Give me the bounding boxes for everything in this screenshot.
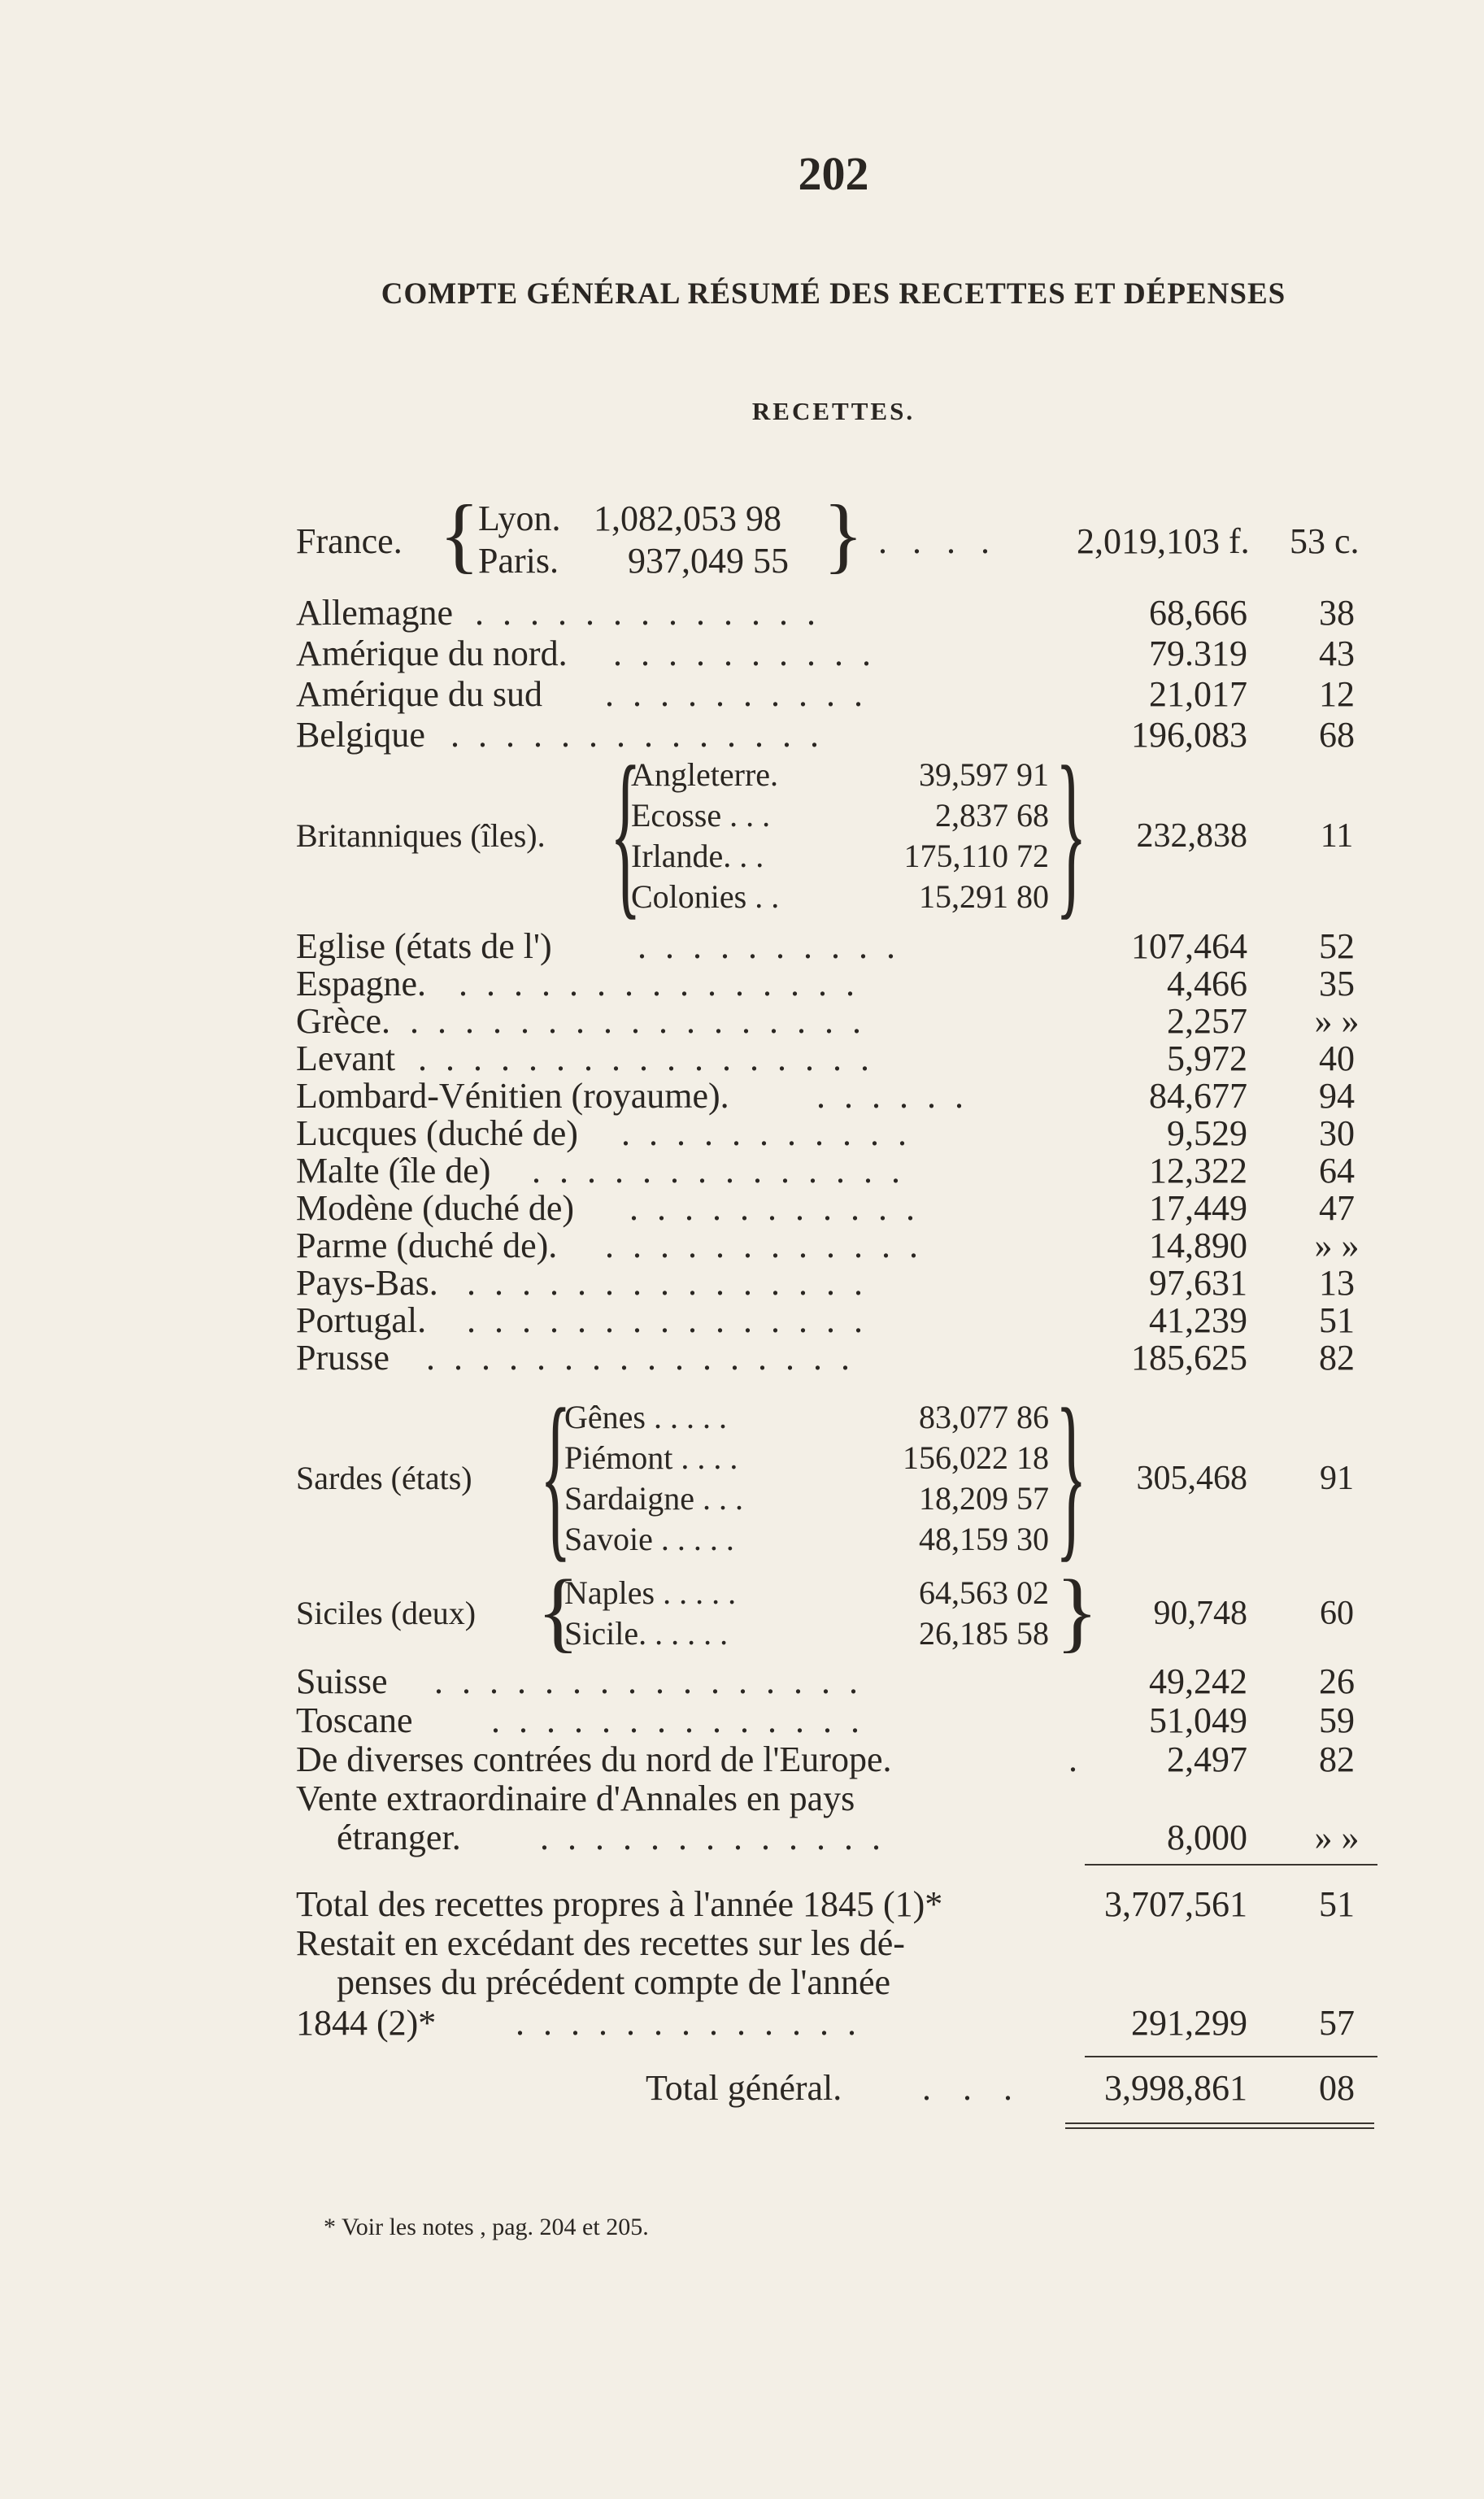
sub-amount: 2,837 68 [935,797,1049,834]
row-centimes: 51 [1319,1300,1355,1340]
row-label: 1844 (2)* [296,2003,437,2043]
row-label: Total général. [646,2068,842,2108]
leader-dots: . . . . . . . . . . . . . . . [459,964,860,1004]
group-label: Siciles (deux) [296,1595,477,1631]
row-centimes: 82 [1319,1739,1355,1779]
sub-amount: 18,209 57 [919,1480,1049,1517]
row-label: penses du précédent compte de l'année [337,1962,891,2002]
brace-left-icon: { [610,728,642,935]
double-rule [1065,2127,1374,2129]
row-label: Allemagne [296,593,454,633]
row-label: Lucques (duché de) [296,1113,578,1153]
row-parme [296,1226,1394,1265]
row-centimes: 40 [1319,1038,1355,1078]
page-title: COMPTE GÉNÉRAL RÉSUMÉ DES RECETTES ET DÉPENSES [381,277,1286,311]
sub-amount: 15,291 80 [919,878,1049,915]
leader-dots: . . . . . . . . . . . . . . [450,715,824,755]
leader-dots: . . . . . . . . . . . . . [540,1818,886,1857]
row-centimes: » » [1314,1818,1360,1857]
row-francs: 41,239 [1149,1300,1247,1340]
group-centimes: 60 [1320,1595,1354,1632]
row-diverses [296,1740,1394,1779]
france-amount-lyon: 1,082,053 98 [594,498,781,538]
leader-dots: . . . . . . . . . . [613,633,876,673]
row-francs: 97,631 [1149,1263,1247,1303]
france-city-paris: Paris. [478,541,559,581]
row-centimes: 68 [1319,715,1355,755]
row-label: Levant [296,1038,396,1078]
france-total-francs: 2,019,103 f. [1077,521,1250,561]
row-francs: 12,322 [1149,1151,1247,1191]
row-label: Modène (duché de) [296,1188,575,1228]
row-centimes: 12 [1319,674,1355,714]
row-label: Lombard-Vénitien (royaume). [296,1076,729,1116]
row-label: Vente extraordinaire d'Annales en pays [296,1778,855,1818]
row-francs: 185,625 [1131,1338,1247,1378]
leader-dots: . . . . . . . . . . . . . . . . . [418,1038,874,1078]
row-eglise [296,927,1394,966]
row-amerique-sud [296,675,1394,714]
row-espagne [296,964,1394,1004]
row-modene [296,1189,1394,1228]
leader-dots: . . . . . . . . . . [605,674,868,714]
row-label: Belgique [296,715,425,755]
leader-dots: . . . . . . . . . . . . . . . [467,1263,868,1303]
row-lucques [296,1114,1394,1153]
sub-amount: 83,077 86 [919,1399,1049,1435]
leader-dots: . . . . . . . . . . . . . . . [467,1300,868,1340]
row-francs: 3,707,561 [1104,1884,1247,1924]
sub-name: Colonies . . [631,878,780,915]
row-vente-line1 [296,1779,1394,1818]
row-centimes: 52 [1319,926,1355,966]
sub-name: Ecosse . . . [631,797,771,834]
brace-left-icon: { [540,1370,572,1578]
row-centimes: 51 [1319,1884,1355,1924]
row-lombard-venitien [296,1077,1394,1116]
row-allemagne [296,594,1394,633]
france-label: France. [296,521,403,561]
leader-dots: . . . . . . . . . . . . . . [532,1151,905,1191]
leader-dots: . . . . . . . . . . . [629,1188,920,1228]
row-centimes: 43 [1319,633,1355,673]
row-centimes: 47 [1319,1188,1355,1228]
row-label: Eglise (états de l') [296,926,552,966]
row-francs: 107,464 [1131,926,1247,966]
row-francs: 51,049 [1149,1700,1247,1740]
sub-amount: 156,022 18 [903,1439,1049,1476]
row-francs: 68,666 [1149,593,1247,633]
group-francs: 232,838 [1136,817,1247,855]
row-label: Amérique du sud [296,674,543,714]
row-francs: 14,890 [1149,1226,1247,1265]
france-amount-paris: 937,049 55 [628,541,789,581]
row-francs: 4,466 [1167,964,1247,1004]
sub-name: Angleterre. [631,756,779,793]
row-francs: 291,299 [1131,2003,1247,2043]
brace-right-icon: } [1055,1561,1099,1661]
sub-name: Piémont . . . . [564,1439,738,1476]
leader-dots: . . . [922,2068,1024,2108]
row-francs: 3,998,861 [1104,2068,1247,2108]
brace-right-icon: } [1055,728,1087,935]
divider [1085,2056,1377,2057]
sub-amount: 26,185 58 [919,1615,1049,1652]
siciles-group [296,1561,1394,1662]
row-label: Pays-Bas. [296,1263,438,1303]
row-label: Restait en excédant des recettes sur les dé- [296,1923,905,1963]
group-francs: 90,748 [1153,1595,1247,1632]
leader-dots: . . . . . . . . . . [638,926,900,966]
row-label: Espagne. [296,964,427,1004]
row-label: Suisse [296,1661,388,1701]
row-francs: 17,449 [1149,1188,1247,1228]
france-group [296,488,1394,587]
row-centimes: 64 [1319,1151,1355,1191]
sub-amount: 64,563 02 [919,1574,1049,1611]
row-restait-line3 [296,2004,1394,2043]
row-francs: 84,677 [1149,1076,1247,1116]
row-toscane [296,1701,1394,1740]
row-francs: 196,083 [1131,715,1247,755]
brace-right-icon: } [823,488,864,581]
row-centimes: 59 [1319,1700,1355,1740]
sub-name: Gênes . . . . . [564,1399,727,1435]
row-portugal [296,1301,1394,1340]
row-label: Prusse [296,1338,389,1378]
page-number: 202 [798,147,869,200]
row-total-recettes [296,1885,1394,1924]
row-label: Parme (duché de). [296,1226,558,1265]
leader-dots: . . . . . . . . . . . . . . . . [426,1338,855,1378]
row-francs: 8,000 [1167,1818,1247,1857]
section-title: RECETTES. [751,397,916,425]
row-centimes: 94 [1319,1076,1355,1116]
row-centimes: 13 [1319,1263,1355,1303]
row-levant [296,1039,1394,1078]
leader-dots: . . . . [878,521,998,561]
leader-dots: . . . . . . . . . . . [621,1113,912,1153]
row-label: De diverses contrées du nord de l'Europe. [296,1739,892,1779]
sub-name: Sicile. . . . . . [564,1615,729,1652]
row-total-general [296,2069,1394,2108]
leader-dots: . . . . . . . . . . . . . [475,593,820,633]
group-centimes: 11 [1320,817,1354,855]
leader-dots: . . . . . . . . . . . . . . [491,1700,864,1740]
row-centimes: 57 [1319,2003,1355,2043]
row-centimes: 26 [1319,1661,1355,1701]
row-restait-line1 [296,1924,1394,1963]
row-centimes: 82 [1319,1338,1355,1378]
divider [1085,1864,1377,1866]
row-grece [296,1002,1394,1041]
row-malte [296,1152,1394,1191]
france-city-lyon: Lyon. [478,498,561,538]
sub-name: Irlande. . . [631,838,764,874]
sub-amount: 175,110 72 [903,838,1049,874]
sub-name: Savoie . . . . . [564,1521,734,1557]
row-label: Grèce. [296,1001,391,1041]
row-label: Toscane [296,1700,413,1740]
row-centimes: 35 [1319,964,1355,1004]
row-francs: 49,242 [1149,1661,1247,1701]
row-label: Portugal. [296,1300,427,1340]
row-francs: 2,497 [1167,1739,1247,1779]
group-label: Britanniques (îles). [296,817,546,854]
row-centimes: » » [1314,1001,1360,1041]
leader-dots: . . . . . . . . . . . . . . . . . [410,1001,866,1041]
group-label: Sardes (états) [296,1460,472,1496]
leader-dots: . . . . . . . . . . . . . . . . [434,1661,863,1701]
row-francs: 79.319 [1149,633,1247,673]
row-centimes: 38 [1319,593,1355,633]
row-centimes: » » [1314,1226,1360,1265]
france-total-centimes: 53 c. [1290,521,1360,561]
row-label: Amérique du nord. [296,633,568,673]
sub-amount: 39,597 91 [919,756,1049,793]
brace-left-icon: { [537,1561,580,1661]
leader-dots: . . . . . . . . . . . . . [516,2003,861,2043]
sardes-group [296,1370,1394,1578]
row-francs: 21,017 [1149,674,1247,714]
double-rule [1065,2122,1374,2124]
row-label: Total des recettes propres à l'année 1845 (1)* [296,1884,943,1924]
sub-amount: 48,159 30 [919,1521,1049,1557]
row-belgique [296,716,1394,755]
brace-left-icon: { [439,488,480,581]
row-vente-line2 [296,1818,1394,1857]
row-francs: 5,972 [1167,1038,1247,1078]
row-pays-bas [296,1264,1394,1303]
sub-name: Naples . . . . . [564,1574,737,1611]
leader-dots: . . . . . . . . . . . . [605,1226,923,1265]
row-amerique-nord [296,634,1394,673]
row-prusse [296,1339,1394,1378]
leader-dots: . [1068,1739,1082,1779]
row-francs: 2,257 [1167,1001,1247,1041]
brace-right-icon: } [1055,1370,1087,1578]
row-label: Malte (île de) [296,1151,491,1191]
group-centimes: 91 [1320,1460,1354,1497]
row-restait-line2 [296,1963,1394,2002]
footnote: * Voir les notes , pag. 204 et 205. [324,2214,649,2240]
sub-name: Sardaigne . . . [564,1480,743,1517]
leader-dots: . . . . . . [816,1076,968,1116]
row-francs: 9,529 [1167,1113,1247,1153]
group-francs: 305,468 [1136,1460,1247,1497]
row-centimes: 08 [1319,2068,1355,2108]
row-suisse [296,1662,1394,1701]
row-centimes: 30 [1319,1113,1355,1153]
row-label: étranger. [337,1818,461,1857]
